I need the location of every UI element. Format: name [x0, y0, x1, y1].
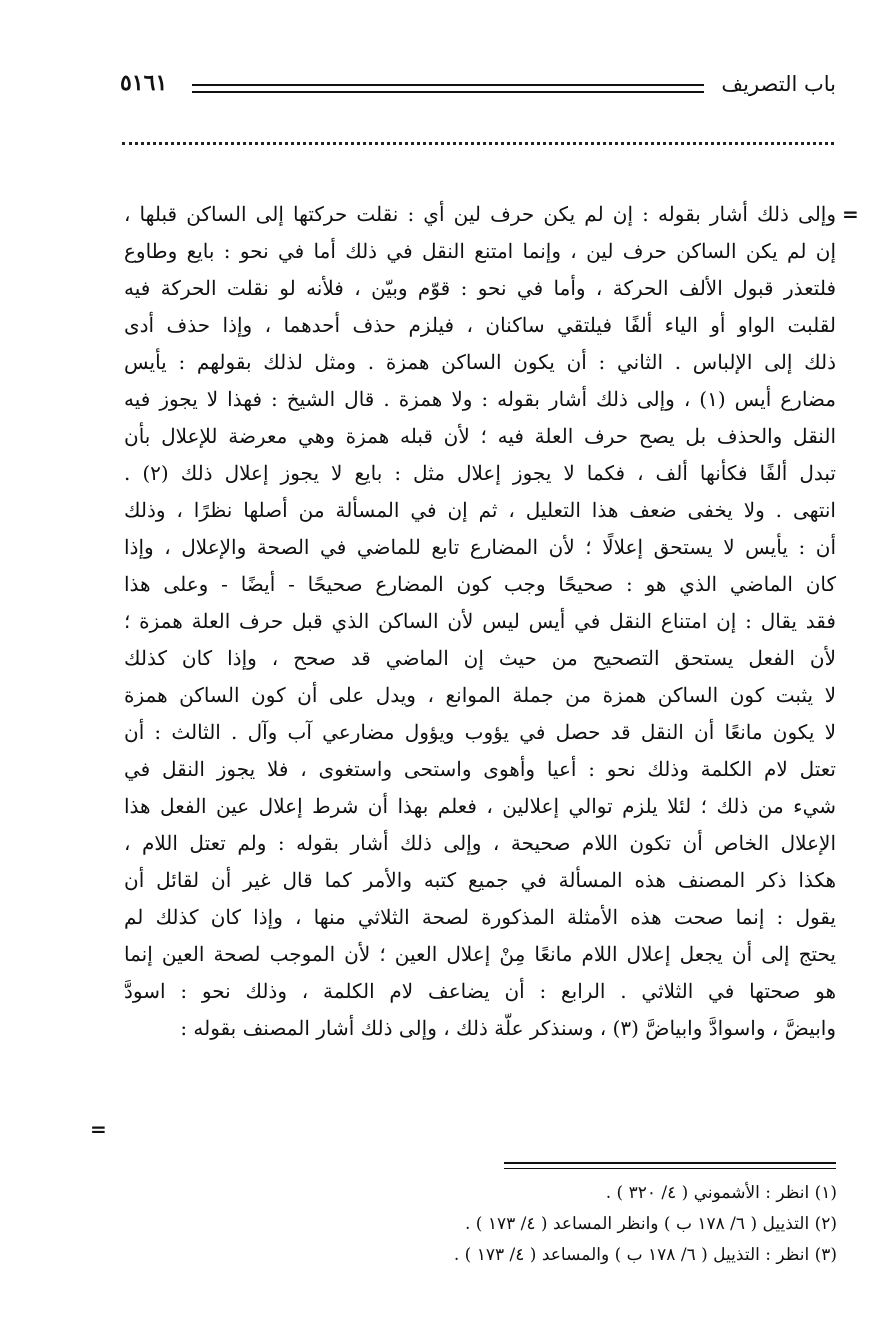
text-line: لا يكون مانعًا أن النقل قد حصل في يؤوب ويؤول مضارعي آب وآل . الثالث : أن: [124, 720, 836, 744]
text-line: مضارع أيس (١) ، وإلى ذلك أشار بقوله : ولا همزة . قال الشيخ : فهذا لا يجوز فيه: [124, 387, 836, 411]
main-text: [124, 196, 836, 1047]
text-line: يحتج إلى أن يجعل إعلال اللام مانعًا مِنْ إعلال العين ؛ لأن الموجب لصحة العين إنما: [124, 942, 836, 966]
footnote-1: (١) انظر : الأشموني ( ٤/ ٣٢٠ ) .: [605, 1183, 837, 1203]
text-line: فقد يقال : إن امتناع النقل في أيس ليس لأن الساكن الذي قبل حرف العلة همزة ؛: [124, 609, 836, 633]
text-line: لأن الفعل يستحق التصحيح من حيث إن الماضي قد صحح ، وإذا كان كذلك: [124, 646, 836, 670]
text-line: يقول : إنما صحت هذه الأمثلة المذكورة لصحة الثلاثي منها ، وإذا كان كذلك لم: [124, 905, 836, 929]
text-line: لقلبت الواو أو الياء ألفًا فيلتقي ساكنان ، فيلزم حذف أحدهما ، وإذا حذف أدى: [124, 313, 836, 337]
footnote-2: (٢) التذييل ( ٦/ ١٧٨ ب ) وانظر المساعد ( ٤/ ١٧٣ ) .: [465, 1214, 837, 1234]
text-line: هو صحتها في الثلاثي . الرابع : أن يضاعف لام الكلمة ، وذلك نحو : اسودَّ: [124, 979, 836, 1003]
footnotes: [137, 1178, 837, 1271]
dotted-separator: [122, 142, 834, 145]
text-line: إن لم يكن الساكن حرف لين ، وإنما امتنع النقل في ذلك أما في نحو : بايع وطاوع: [124, 239, 836, 263]
chapter-title: باب التصريف: [721, 72, 836, 96]
text-line: هكذا ذكر المصنف هذه المسألة في جميع كتبه والأمر كما قال غير أن لقائل أن: [124, 868, 836, 892]
text-line: ذلك إلى الإلباس . الثاني : أن يكون الساكن همزة . ومثل لذلك بقولهم : يأيس: [124, 350, 836, 374]
text-line: وابيضَّ ، واسوادَّ وابياضَّ (٣) ، وسنذكر علّة ذلك ، وإلى ذلك أشار المصنف بقوله :: [180, 1016, 836, 1040]
footnote-3: (٣) انظر : التذييل ( ٦/ ١٧٨ ب ) والمساعد ( ٤/ ١٧٣ ) .: [453, 1245, 837, 1265]
text-line: فلتعذر قبول الألف الحركة ، وأما في نحو : قوّم وبيّن ، فلأنه لو نقلت الحركة فيه: [124, 276, 836, 300]
text-line: شيء من ذلك ؛ لئلا يلزم توالي إعلالين ، فعلم بهذا أن شرط إعلال عين الفعل هذا: [124, 794, 836, 818]
header-rule: [192, 84, 704, 93]
text-line: أن : يأيس لا يستحق إعلالًا ؛ لأن المضارع تابع للماضي في الصحة والإعلال ، وإذا: [124, 535, 836, 559]
text-line: النقل والحذف بل يصح حرف العلة فيه ؛ لأن قبله همزة وهي معرضة للإعلال بأن: [124, 424, 836, 448]
text-line: الإعلال الخاص أن تكون اللام صحيحة ، وإلى ذلك أشار بقوله : ولم تعتل اللام ،: [124, 831, 836, 855]
continuation-mark-bottom: =: [90, 1117, 107, 1141]
text-line: تعتل لام الكلمة وذلك نحو : أعيا وأهوى واستحى واستغوى ، فلا يجوز النقل في: [124, 757, 836, 781]
footnote-separator: [504, 1162, 836, 1169]
running-header: [120, 70, 836, 104]
page-number: ٥١٦١: [120, 70, 168, 96]
continuation-mark-top: =: [842, 202, 859, 226]
text-line: تبدل ألفًا فكأنها ألف ، فكما لا يجوز إعلال مثل : بايع لا يجوز إعلال ذلك (٢) .: [124, 461, 836, 485]
text-line: وإلى ذلك أشار بقوله : إن لم يكن حرف لين أي : نقلت حركتها إلى الساكن قبلها ،: [124, 202, 836, 226]
text-line: انتهى . ولا يخفى ضعف هذا التعليل ، ثم إن في المسألة من أصلها نظرًا ، وذلك: [124, 498, 836, 522]
text-line: لا يثبت كون الساكن همزة من جملة الموانع ، ويدل على أن كون الساكن همزة: [124, 683, 836, 707]
text-line: كان الماضي الذي هو : صحيحًا وجب كون المضارع صحيحًا - أيضًا - وعلى هذا: [124, 572, 836, 596]
